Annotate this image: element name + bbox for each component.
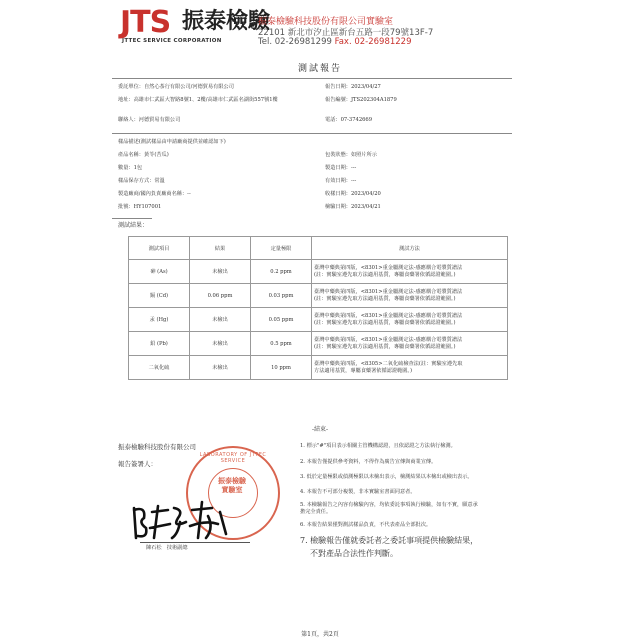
cell-loq: 0.03 ppm [251, 284, 312, 308]
cell-method: 臺灣中藥典第四版，<8305>二氧化硫檢查法(註：實驗室遵先取 方法適用基質，專屬食藥署依循認證範圍。) [312, 356, 508, 380]
cell-item: 砷 (As) [129, 260, 190, 284]
note-1: 1. 標示"#"項目表示相關主管機構認證，且依認證之方法執行檢測。 [300, 443, 456, 449]
company-logo: JTS [120, 5, 171, 40]
received-date: 收樣日期：2023/04/20 [325, 191, 381, 197]
col-result: 結果 [190, 237, 251, 260]
stamp-center-text: 振泰檢驗 實驗室 [218, 477, 246, 494]
signature-line [140, 542, 250, 543]
page-number: 第1頁，共2頁 [301, 631, 339, 638]
signer-company: 振泰檢驗科技股份有限公司 [118, 443, 196, 451]
cell-loq: 10 ppm [251, 356, 312, 380]
table-row [129, 356, 508, 380]
end-mark: -結束- [311, 426, 329, 433]
note-6: 6. 本報告結果僅對測試樣品負責，不代表產品全部批次。 [300, 522, 432, 528]
cell-loq: 0.05 ppm [251, 308, 312, 332]
cell-method: 臺灣中藥典第四版，<8301>重金屬測定法-感應耦合電漿質譜法 (註：實驗室遵先取方法適用基質，專屬食藥署依循認證範圍。) [312, 308, 508, 332]
table-row [129, 260, 508, 284]
report-number: 報告編號：JTS202304A1879 [325, 97, 397, 103]
tel-text: Tel. 02-26981299 [258, 37, 332, 47]
cell-loq: 0.2 ppm [251, 260, 312, 284]
contact: 聯絡人：河德貿易有限公司 [118, 117, 181, 123]
note-7-cont: 不對產品合法性作判斷。 [310, 549, 398, 558]
sample-quantity: 數量：1包 [118, 165, 143, 171]
divider [112, 218, 152, 219]
report-title: 測試報告 [297, 64, 342, 74]
table-row [129, 332, 508, 356]
note-5: 5. 本檢驗報告之內容有檢驗內容，均依委託事項執行檢驗，如有不實，願意承擔完全責任。 [300, 502, 478, 515]
cell-loq: 0.5 ppm [251, 332, 312, 356]
test-date: 檢驗日期：2023/04/21 [325, 204, 381, 210]
handwritten-signature [128, 498, 248, 546]
client-address: 地址：高雄市仁武區大智路8號1、2樓/高雄市仁武區名湖街557號1樓 [118, 97, 278, 103]
company-logo-en: JTTEC SERVICE CORPORATION [122, 38, 222, 44]
sample-package: 包裝狀態：如照片所示 [325, 152, 377, 158]
cell-method: 臺灣中藥典第四版，<8301>重金屬測定法-感應耦合電漿質譜法 (註：實驗室遵先取方法適用基質，專屬食藥署依循認證範圍。) [312, 284, 508, 308]
table-row [129, 308, 508, 332]
note-7: 7. 檢驗報告僅就委託者之委託事項提供檢驗結果， [300, 536, 479, 545]
client-name: 委託單位：自然心茶行有限公司/河德貿易有限公司 [118, 84, 234, 90]
phone: 電話：07-3742669 [325, 117, 373, 123]
sample-name: 產品名稱：黃苓(苦瓜) [118, 152, 169, 158]
company-logo-cn: 振泰檢驗 [182, 9, 271, 34]
sample-intro: 樣品描述(測試樣品由申請廠商提供並確認如下) [118, 139, 226, 145]
table-header-row [129, 237, 508, 260]
col-method: 測試方法 [312, 237, 508, 260]
cell-method: 臺灣中藥典第四版，<8301>重金屬測定法-感應耦合電漿質譜法 (註：實驗室遵先取方法適用基質，專屬食藥署依循認證範圍。) [312, 332, 508, 356]
company-address: 22101 新北市汐止區新台五路一段79號13F-7 [258, 28, 434, 38]
cell-item: 鎘 (Cd) [129, 284, 190, 308]
batch-number: 批號：HY107001 [118, 204, 162, 210]
company-name: 振泰檢驗科技股份有限公司實驗室 [258, 17, 394, 27]
cell-item: 汞 (Hg) [129, 308, 190, 332]
col-item: 測試項目 [129, 237, 190, 260]
cell-result: 未檢出 [190, 308, 251, 332]
fax-text: Fax. 02-26981229 [334, 37, 412, 47]
cell-method: 臺灣中藥典第四版，<8301>重金屬測定法-感應耦合電漿質譜法 (註：實驗室遵先取方法適用基質，專屬食藥署依循認證範圍。) [312, 260, 508, 284]
report-date: 報告日期：2023/04/27 [325, 84, 381, 90]
note-2: 2. 本報告僅提供參考資料，不得作為廣告宣傳與商業宣傳。 [300, 459, 437, 465]
cell-result: 未檢出 [190, 260, 251, 284]
cell-result: 未檢出 [190, 356, 251, 380]
signer-role: 報告簽署人： [118, 460, 157, 468]
mfg-date: 製造日期：--- [325, 165, 357, 171]
signer-name: 陳石松 技術副總 [146, 545, 188, 551]
results-label: 測試結果： [118, 222, 149, 229]
divider [112, 133, 512, 134]
cell-item: 二氧化硫 [129, 356, 190, 380]
divider [112, 78, 512, 79]
expiry-date: 有效日期：--- [325, 178, 357, 184]
results-table [128, 236, 508, 380]
company-phone [258, 37, 412, 47]
table-row [129, 284, 508, 308]
manufacturer: 製造廠商/國內負責廠商名稱：-- [118, 191, 191, 197]
sample-storage: 樣品保存方式：常溫 [118, 178, 165, 184]
cell-result: 0.06 ppm [190, 284, 251, 308]
cell-item: 鉛 (Pb) [129, 332, 190, 356]
stamp-ring-text: LABORATORY OF JTTEC SERVICE [199, 452, 267, 464]
note-4: 4. 本報告不可部分複製，非本實驗室書面同意者。 [300, 489, 416, 495]
note-3: 3. 低於定量極限或偵測極限以未檢出表示，檢測結果以本檢出或檢出表示。 [300, 474, 473, 480]
cell-result: 未檢出 [190, 332, 251, 356]
col-loq: 定量極限 [251, 237, 312, 260]
